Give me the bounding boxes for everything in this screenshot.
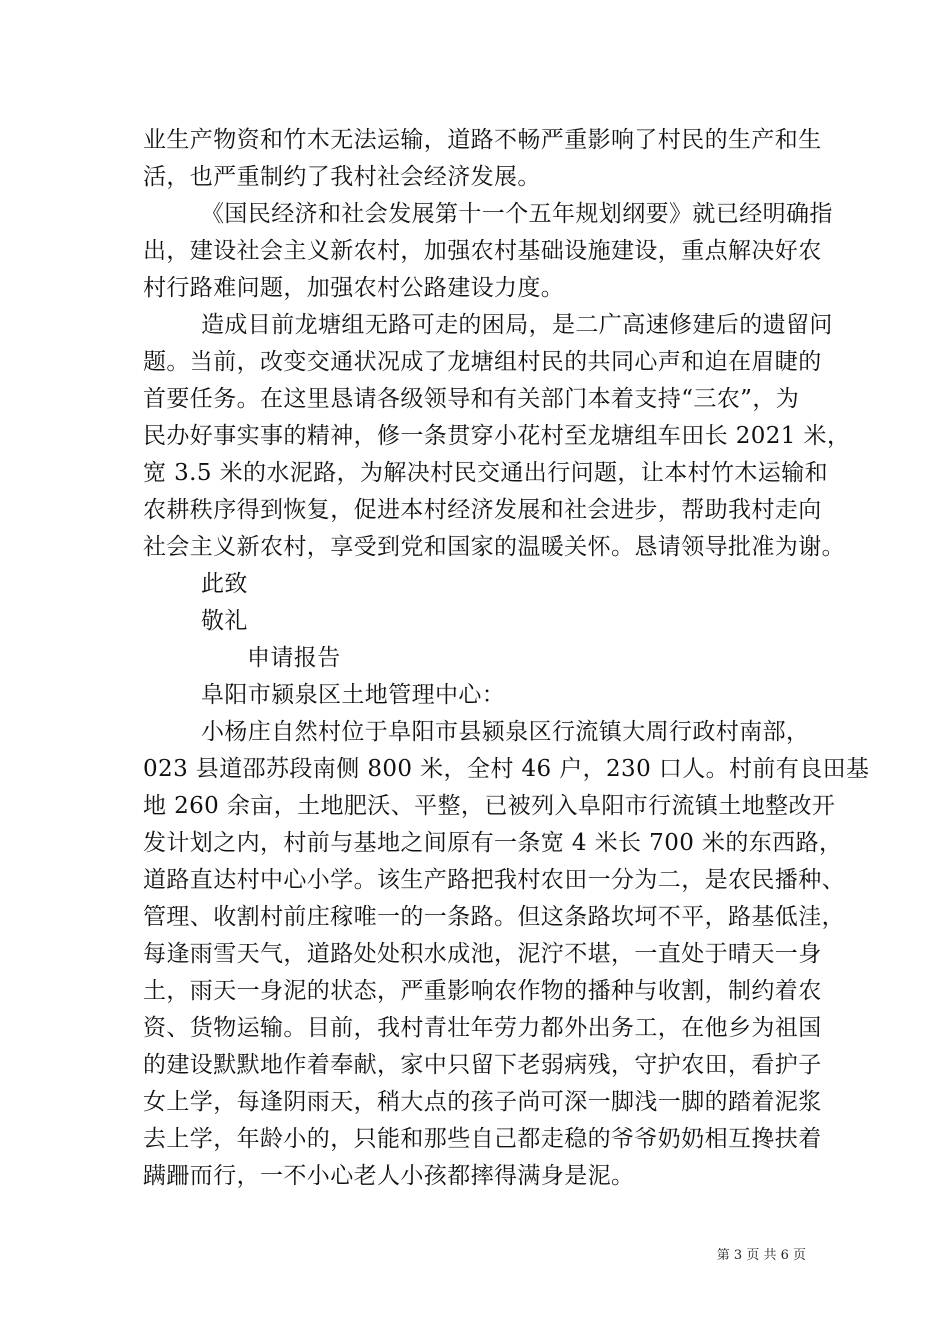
paragraph-line: 社会主义新农村，享受到党和国家的温暖关怀。恳请领导批准为谢。: [143, 534, 845, 560]
paragraph-line: 地 260 余亩，土地肥沃、平整，已被列入阜阳市行流镇土地整改开: [143, 793, 836, 819]
paragraph-line: 每逢雨雪天气，道路处处积水成池，泥泞不堪，一直处于晴天一身: [143, 941, 822, 967]
paragraph-line: 首要任务。在这里恳请各级领导和有关部门本着支持“三农”，为: [143, 386, 800, 412]
addressee-line: 阜阳市颍泉区土地管理中心：: [201, 682, 506, 708]
document-body: [143, 122, 870, 1195]
paragraph-line: 宽 3.5 米的水泥路，为解决村民交通出行问题，让本村竹木运输和: [143, 460, 828, 486]
closing-line: 敬礼: [201, 608, 248, 634]
paragraph-line: 《国民经济和社会发展第十一个五年规划纲要》就已经明确指: [201, 201, 833, 227]
paragraph-line: 023 县道邵苏段南侧 800 米，全村 46 户，230 口人。村前有良田基: [143, 756, 870, 782]
paragraph-line: 道路直达村中心小学。该生产路把我村农田一分为二，是农民播种、: [143, 867, 845, 893]
paragraph-line: 小杨庄自然村位于阜阳市县颍泉区行流镇大周行政村南部，: [201, 719, 810, 745]
paragraph-line: 管理、收割村前庄稼唯一的一条路。但这条路坎坷不平，路基低洼，: [143, 904, 845, 930]
paragraph-line: 业生产物资和竹木无法运输，道路不畅严重影响了村民的生产和生: [143, 127, 822, 153]
paragraph-line: 村行路难问题，加强农村公路建设力度。: [143, 275, 565, 301]
closing-line: 此致: [201, 571, 248, 597]
paragraph-line: 活，也严重制约了我村社会经济发展。: [143, 164, 541, 190]
section-title: 申请报告: [247, 645, 341, 671]
paragraph-line: 女上学，每逢阴雨天，稍大点的孩子尚可深一脚浅一脚的踏着泥浆: [143, 1089, 822, 1115]
paragraph-line: 去上学，年龄小的，只能和那些自己都走稳的爷爷奶奶相互搀扶着: [143, 1126, 822, 1152]
paragraph-line: 农耕秩序得到恢复，促进本村经济发展和社会进步，帮助我村走向: [143, 497, 822, 523]
paragraph-line: 出，建设社会主义新农村，加强农村基础设施建设，重点解决好农: [143, 238, 822, 264]
paragraph-line: 题。当前，改变交通状况成了龙塘组村民的共同心声和迫在眉睫的: [143, 349, 822, 375]
paragraph-line: 民办好事实事的精神，修一条贯穿小花村至龙塘组车田长 2021 米，: [143, 423, 851, 449]
paragraph-line: 土，雨天一身泥的状态，严重影响农作物的播种与收割，制约着农: [143, 978, 822, 1004]
paragraph-line: 的建设默默地作着奉献，家中只留下老弱病残，守护农田，看护子: [143, 1052, 822, 1078]
page-indicator: 第 3 页 共 6 页: [716, 1248, 806, 1263]
paragraph-line: 资、货物运输。目前，我村青壮年劳力都外出务工，在他乡为祖国: [143, 1015, 822, 1041]
paragraph-line: 蹒跚而行，一不小心老人小孩都摔得满身是泥。: [143, 1163, 635, 1189]
paragraph-line: 造成目前龙塘组无路可走的困局，是二广高速修建后的遗留问: [201, 312, 833, 338]
paragraph-line: 发计划之内，村前与基地之间原有一条宽 4 米长 700 米的东西路，: [143, 830, 843, 856]
